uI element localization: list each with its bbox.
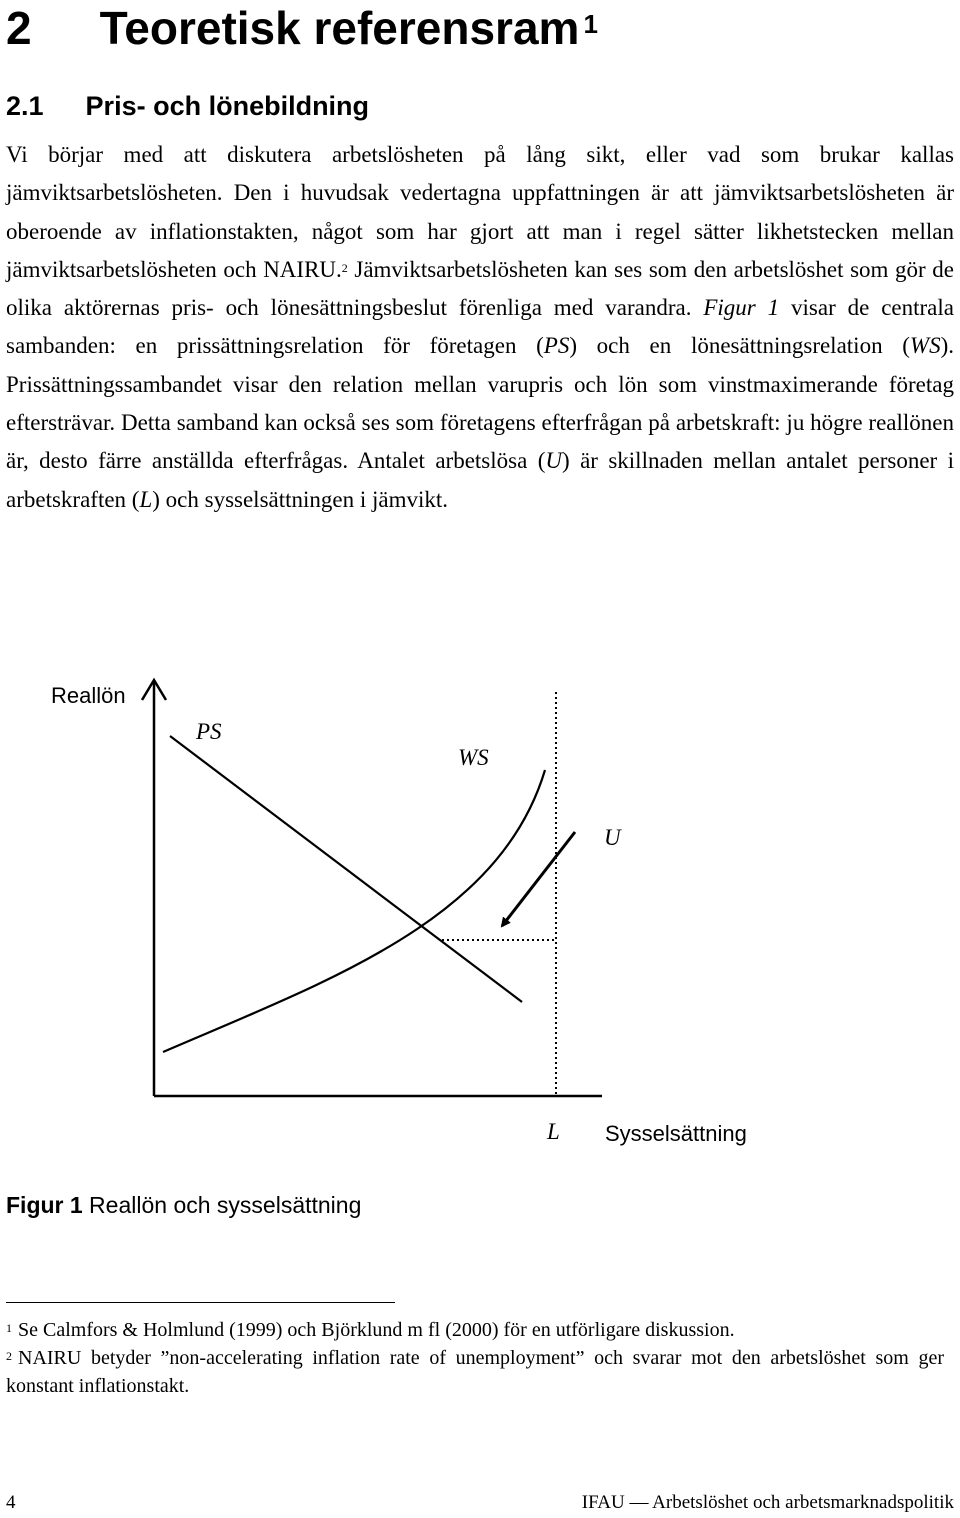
para-sentence-2: Jämviktsarbetslösheten kan ses som den arbetslöshet som gör de olika aktörernas pris- och lönesättningsbeslut förenliga med varandra.	[6, 256, 954, 321]
para-sentence-4: ) och en lönesättningsrelation (	[569, 333, 910, 359]
u-symbol: U	[545, 448, 562, 474]
x-axis-label: Sysselsättning	[605, 1121, 747, 1146]
footnote-divider	[6, 1302, 395, 1303]
section-title: Teoretisk referensram	[99, 2, 580, 54]
para-sentence-7: ) och sysselsättningen i jämvikt.	[152, 486, 449, 512]
u-label: U	[604, 825, 621, 850]
figure-reference[interactable]: Figur 1	[703, 295, 780, 321]
para-sentence-3: visar de centrala sambanden: en prissättningsrelation för företagen (	[6, 295, 954, 359]
footnote-1-mark: 1	[6, 1321, 12, 1335]
section-number: 2	[6, 2, 32, 54]
figure-caption-text: Reallön och sysselsättning	[82, 1192, 362, 1218]
u-arrow	[502, 832, 575, 926]
y-axis-label: Reallön	[51, 683, 126, 708]
figure-caption	[6, 1192, 361, 1219]
figure-caption-label: Figur 1	[6, 1192, 83, 1218]
l-label: L	[547, 1119, 560, 1144]
footnote-2-text: NAIRU betyder ”non-accelerating inflation rate of unemployment” och svarar mot den arbetslöshet som ger konstant inflationstakt.	[6, 1347, 944, 1397]
para-sentence-1: Vi börjar med att diskutera arbetslösheten på lång sikt, eller vad som brukar kallas jämviktsarbetslösheten. Den i huvudsak vedertagna uppfattningen är att jämviktsarbetslösheten är oberoende av inflationstakten, något som har gjort att man i regel sätter likhetstecken mellan jämviktsarbetslösheten och NAIRU.	[6, 142, 954, 282]
ws-symbol: WS	[909, 333, 941, 359]
ws-curve	[163, 770, 545, 1052]
subsection-number: 2.1	[6, 91, 44, 121]
ps-curve	[170, 736, 522, 1002]
footnote-ref-1[interactable]: 1	[583, 9, 598, 39]
subsection-title: Pris- och lönebildning	[85, 91, 370, 121]
ps-symbol: PS	[543, 333, 570, 359]
ws-label: WS	[458, 745, 489, 770]
footnote-2	[6, 1344, 944, 1400]
footnote-2-mark: 2	[6, 1349, 12, 1363]
footnote-1-text: Se Calmfors & Holmlund (1999) och Björklund m fl (2000) för en utförligare diskussion.	[18, 1319, 735, 1341]
running-title: IFAU — Arbetslöshet och arbetsmarknadspolitik	[581, 1492, 954, 1513]
page-number: 4	[6, 1492, 16, 1513]
para-sentence-5: ). Prissättningssambandet visar den relation mellan varupris och lön som vinstmaximerande företag eftersträvar. Detta samband kan också ses som företagens efterfrågan på arbetskraft: ju högre reallönen är, desto färre anställda efterfrågas. Antalet arbetslösa (	[6, 333, 954, 474]
footnote-ref-2[interactable]: 2	[341, 260, 348, 275]
para-sentence-6: ) är skillnaden mellan antalet personer i arbetskraften (	[6, 448, 954, 512]
l-symbol: L	[139, 486, 153, 512]
ps-label: PS	[196, 719, 222, 744]
footnote-1	[6, 1316, 944, 1344]
footnotes	[6, 1316, 944, 1400]
